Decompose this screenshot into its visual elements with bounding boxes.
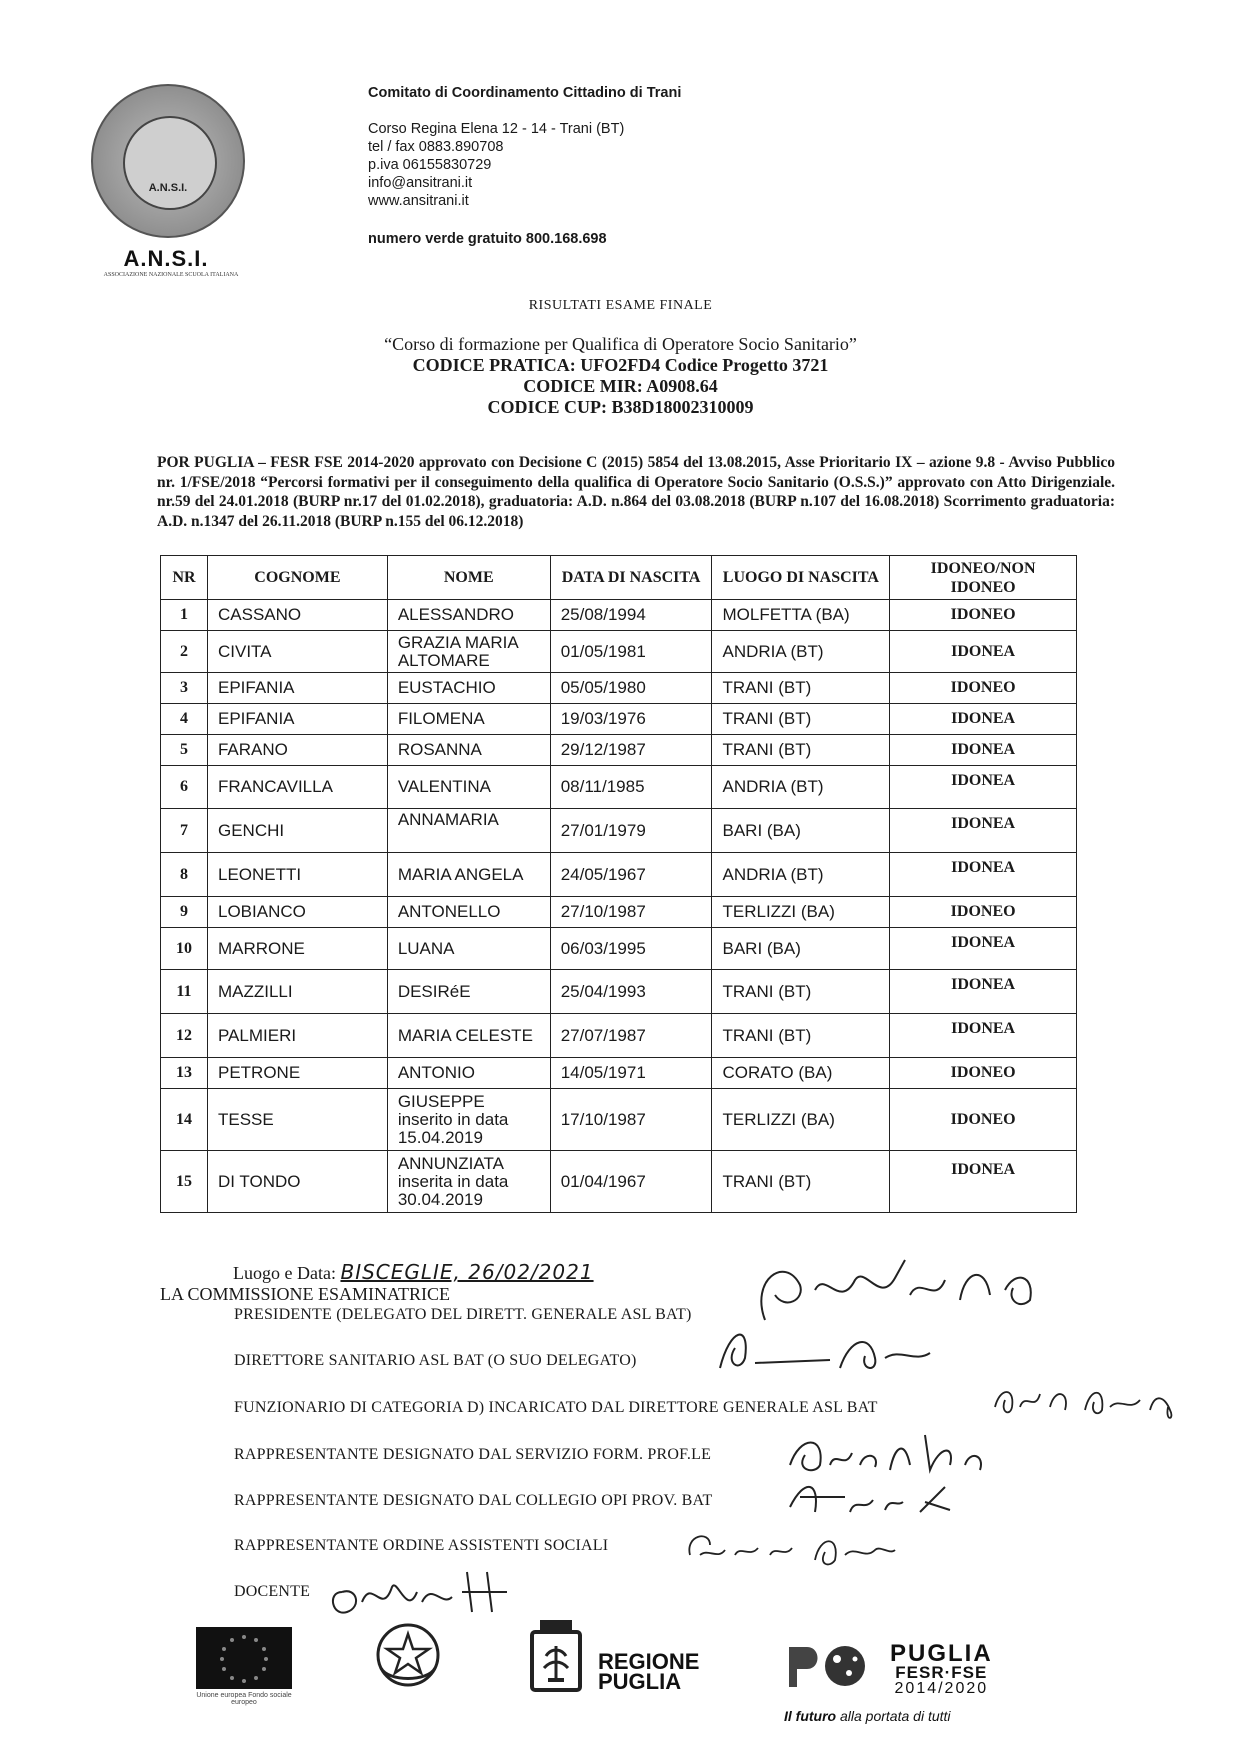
codice-pratica: CODICE PRATICA: UFO2FD4 Codice Progetto 3721 [412, 355, 829, 375]
cell-data: 24/05/1967 [550, 853, 712, 897]
cell-nome: ANNUNZIATA inserita in data 30.04.2019 [387, 1151, 550, 1213]
puglia-line1: PUGLIA [890, 1640, 993, 1667]
cell-idoneo: IDONEA [890, 631, 1077, 673]
cell-idoneo: IDONEA [890, 1151, 1077, 1213]
results-table [160, 555, 1077, 1213]
cell-cognome: MAZZILLI [207, 970, 387, 1014]
cell-nr: 13 [161, 1058, 208, 1089]
logo-subtitle: ASSOCIAZIONE NAZIONALE SCUOLA ITALIANA [103, 272, 239, 278]
cell-nome: MARIA ANGELA [387, 853, 550, 897]
cell-idoneo: IDONEO [890, 673, 1077, 704]
por-paragraph: POR PUGLIA – FESR FSE 2014-2020 approvato con Decisione C (2015) 5854 del 13.08.2015, Asse Prioritario IX – azione 9.8 - Avviso Pubblico nr. 1/FSE/2018 “Percorsi formativi per il conseguimento della qualifica di Operatore Socio Sanitario (O.S.S.)” approvato con Atto Dirigenziale. nr.59 del 24.01.2018 (BURP nr.17 del 01.02.2018), graduatoria: A.D. n.864 del 03.08.2018 (BURP n.107 del 16.08.2018) Scorrimento graduatoria: A.D. n.1347 del 26.11.2018 (BURP n.155 del 06.12.2018) [157, 454, 1115, 530]
table-row [161, 897, 1077, 928]
course-title: “Corso di formazione per Qualifica di Operatore Socio Sanitario” [384, 334, 857, 354]
cell-cognome: FARANO [207, 735, 387, 766]
slogan-rest: alla portata di tutti [840, 1708, 951, 1724]
cell-data: 27/10/1987 [550, 897, 712, 928]
cell-nome: MARIA CELESTE [387, 1014, 550, 1058]
table-row [161, 673, 1077, 704]
puglia-slogan [784, 1708, 951, 1724]
cell-data: 29/12/1987 [550, 735, 712, 766]
table-row [161, 1089, 1077, 1151]
cell-luogo: MOLFETTA (BA) [712, 600, 890, 631]
cell-nr: 11 [161, 970, 208, 1014]
puglia-fesr-label [890, 1640, 993, 1697]
cell-data: 14/05/1971 [550, 1058, 712, 1089]
cell-cognome: PALMIERI [207, 1014, 387, 1058]
cell-cognome: CASSANO [207, 600, 387, 631]
signature-direttore [710, 1318, 940, 1378]
cell-data: 25/08/1994 [550, 600, 712, 631]
cell-nr: 8 [161, 853, 208, 897]
cell-cognome: EPIFANIA [207, 704, 387, 735]
cell-cognome: DI TONDO [207, 1151, 387, 1213]
cell-nome: EUSTACHIO [387, 673, 550, 704]
cell-idoneo: IDONEA [890, 809, 1077, 853]
header-luogo: LUOGO DI NASCITA [712, 556, 890, 600]
cell-idoneo: IDONEA [890, 970, 1077, 1014]
table-row [161, 704, 1077, 735]
role-direttore-sanitario: DIRETTORE SANITARIO ASL BAT (O SUO DELEGATO) [234, 1352, 637, 1369]
cell-cognome: LEONETTI [207, 853, 387, 897]
cell-data: 08/11/1985 [550, 766, 712, 809]
cell-nr: 4 [161, 704, 208, 735]
cell-luogo: BARI (BA) [712, 928, 890, 970]
luogo-value: BISCEGLIE, 26/02/2021 [340, 1260, 594, 1284]
cell-nr: 6 [161, 766, 208, 809]
cell-luogo: BARI (BA) [712, 809, 890, 853]
cell-luogo: CORATO (BA) [712, 1058, 890, 1089]
cell-luogo: TRANI (BT) [712, 970, 890, 1014]
header-data: DATA DI NASCITA [550, 556, 712, 600]
codice-mir: CODICE MIR: A0908.64 [523, 376, 718, 396]
table-row [161, 1058, 1077, 1089]
cell-nr: 1 [161, 600, 208, 631]
puglia-fesr-logo-icon [785, 1643, 875, 1689]
cell-nr: 14 [161, 1089, 208, 1151]
role-funzionario: FUNZIONARIO DI CATEGORIA D) INCARICATO DAL DIRETTORE GENERALE ASL BAT [234, 1399, 878, 1416]
role-servizio-form: RAPPRESENTANTE DESIGNATO DAL SERVIZIO FORM. PROF.LE [234, 1446, 712, 1463]
role-presidente: PRESIDENTE (DELEGATO DEL DIRETT. GENERALE ASL BAT) [234, 1306, 692, 1323]
cell-cognome: LOBIANCO [207, 897, 387, 928]
cell-idoneo: IDONEO [890, 897, 1077, 928]
cell-idoneo: IDONEA [890, 1014, 1077, 1058]
table-row [161, 766, 1077, 809]
cell-nr: 7 [161, 809, 208, 853]
cell-luogo: TRANI (BT) [712, 1151, 890, 1213]
cell-data: 25/04/1993 [550, 970, 712, 1014]
italian-republic-emblem-icon [373, 1620, 443, 1690]
regione-line2: PUGLIA [598, 1669, 682, 1694]
ansi-seal [91, 84, 245, 238]
org-piva: p.iva 06155830729 [368, 157, 492, 173]
cell-idoneo: IDONEA [890, 735, 1077, 766]
table-row [161, 631, 1077, 673]
cell-cognome: GENCHI [207, 809, 387, 853]
signature-funzionario [990, 1372, 1190, 1422]
cell-nome: ANNAMARIA [387, 809, 550, 853]
cell-nome: ALESSANDRO [387, 600, 550, 631]
table-row [161, 600, 1077, 631]
cell-idoneo: IDONEA [890, 704, 1077, 735]
luogo-data [233, 1260, 594, 1284]
doc-heading: RISULTATI ESAME FINALE [528, 298, 713, 313]
ansi-logo [86, 84, 246, 278]
header-nome: NOME [387, 556, 550, 600]
cell-nr: 10 [161, 928, 208, 970]
puglia-line3: 2014/2020 [894, 1680, 989, 1697]
cell-cognome: TESSE [207, 1089, 387, 1151]
cell-nome: ANTONIO [387, 1058, 550, 1089]
commissione-title: LA COMMISSIONE ESAMINATRICE [160, 1284, 451, 1304]
cell-idoneo: IDONEA [890, 928, 1077, 970]
cell-nome: FILOMENA [387, 704, 550, 735]
cell-data: 05/05/1980 [550, 673, 712, 704]
cell-idoneo: IDONEA [890, 766, 1077, 809]
org-name: Comitato di Coordinamento Cittadino di Trani [368, 85, 682, 101]
signature-docente [322, 1562, 522, 1622]
cell-cognome: FRANCAVILLA [207, 766, 387, 809]
header-nr: NR [161, 556, 208, 600]
table-row [161, 1014, 1077, 1058]
regione-puglia-label [598, 1649, 700, 1694]
cell-idoneo: IDONEO [890, 1058, 1077, 1089]
cell-cognome: CIVITA [207, 631, 387, 673]
cell-cognome: MARRONE [207, 928, 387, 970]
cell-luogo: TRANI (BT) [712, 1014, 890, 1058]
ansi-seal-inner [123, 116, 217, 210]
org-address: Corso Regina Elena 12 - 14 - Trani (BT) [368, 121, 625, 137]
signature-assistenti-sociali [680, 1520, 900, 1570]
org-numero-verde: numero verde gratuito 800.168.698 [368, 231, 607, 247]
cell-idoneo: IDONEO [890, 1089, 1077, 1151]
cell-luogo: TRANI (BT) [712, 673, 890, 704]
cell-cognome: EPIFANIA [207, 673, 387, 704]
table-row [161, 853, 1077, 897]
logo-title: A.N.S.I. [123, 246, 209, 271]
regione-puglia-coat-icon [526, 1618, 586, 1696]
cell-nome: DESIRéE [387, 970, 550, 1014]
cell-nome: ANTONELLO [387, 897, 550, 928]
puglia-line2: FESR·FSE [895, 1663, 988, 1682]
cell-data: 01/04/1967 [550, 1151, 712, 1213]
cell-data: 19/03/1976 [550, 704, 712, 735]
eu-flag-icon [196, 1627, 292, 1689]
cell-luogo: TERLIZZI (BA) [712, 1089, 890, 1151]
role-docente: DOCENTE [234, 1583, 311, 1600]
org-web: www.ansitrani.it [368, 193, 469, 209]
table-row [161, 970, 1077, 1014]
cell-luogo: TERLIZZI (BA) [712, 897, 890, 928]
cell-luogo: TRANI (BT) [712, 704, 890, 735]
cell-luogo: TRANI (BT) [712, 735, 890, 766]
cell-nome: ROSANNA [387, 735, 550, 766]
doc-titles [0, 334, 1241, 418]
org-email: info@ansitrani.it [368, 175, 473, 191]
cell-nr: 2 [161, 631, 208, 673]
table-header-row [161, 556, 1077, 600]
cell-nome: LUANA [387, 928, 550, 970]
cell-data: 01/05/1981 [550, 631, 712, 673]
role-collegio-opi: RAPPRESENTANTE DESIGNATO DAL COLLEGIO OPI PROV. BAT [234, 1492, 713, 1509]
cell-nome: VALENTINA [387, 766, 550, 809]
regione-line1: REGIONE [598, 1649, 700, 1674]
cell-cognome: PETRONE [207, 1058, 387, 1089]
signature-collegio-opi [785, 1472, 955, 1522]
cell-luogo: ANDRIA (BT) [712, 766, 890, 809]
cell-nr: 9 [161, 897, 208, 928]
cell-nr: 3 [161, 673, 208, 704]
eu-caption: Unione europea Fondo sociale europeo [196, 1692, 292, 1706]
header-idoneo: IDONEO/NON IDONEO [890, 556, 1077, 600]
cell-nr: 12 [161, 1014, 208, 1058]
slogan-bold: Il futuro [784, 1708, 837, 1724]
table-row [161, 735, 1077, 766]
org-telfax: tel / fax 0883.890708 [368, 139, 504, 155]
cell-nome: GIUSEPPE inserito in data 15.04.2019 [387, 1089, 550, 1151]
cell-data: 06/03/1995 [550, 928, 712, 970]
org-contact-block [368, 84, 681, 248]
cell-idoneo: IDONEO [890, 600, 1077, 631]
cell-data: 17/10/1987 [550, 1089, 712, 1151]
ansi-seal-label: A.N.S.I. [148, 182, 188, 194]
cell-data: 27/01/1979 [550, 809, 712, 853]
cell-luogo: ANDRIA (BT) [712, 853, 890, 897]
luogo-label: Luogo e Data: [233, 1263, 336, 1283]
codice-cup: CODICE CUP: B38D18002310009 [487, 397, 754, 417]
cell-nr: 5 [161, 735, 208, 766]
cell-nr: 15 [161, 1151, 208, 1213]
table-row [161, 1151, 1077, 1213]
cell-idoneo: IDONEA [890, 853, 1077, 897]
role-assistenti-sociali: RAPPRESENTANTE ORDINE ASSISTENTI SOCIALI [234, 1537, 609, 1554]
table-row [161, 928, 1077, 970]
table-row [161, 809, 1077, 853]
cell-luogo: ANDRIA (BT) [712, 631, 890, 673]
cell-data: 27/07/1987 [550, 1014, 712, 1058]
cell-nome: GRAZIA MARIA ALTOMARE [387, 631, 550, 673]
header-cognome: COGNOME [207, 556, 387, 600]
